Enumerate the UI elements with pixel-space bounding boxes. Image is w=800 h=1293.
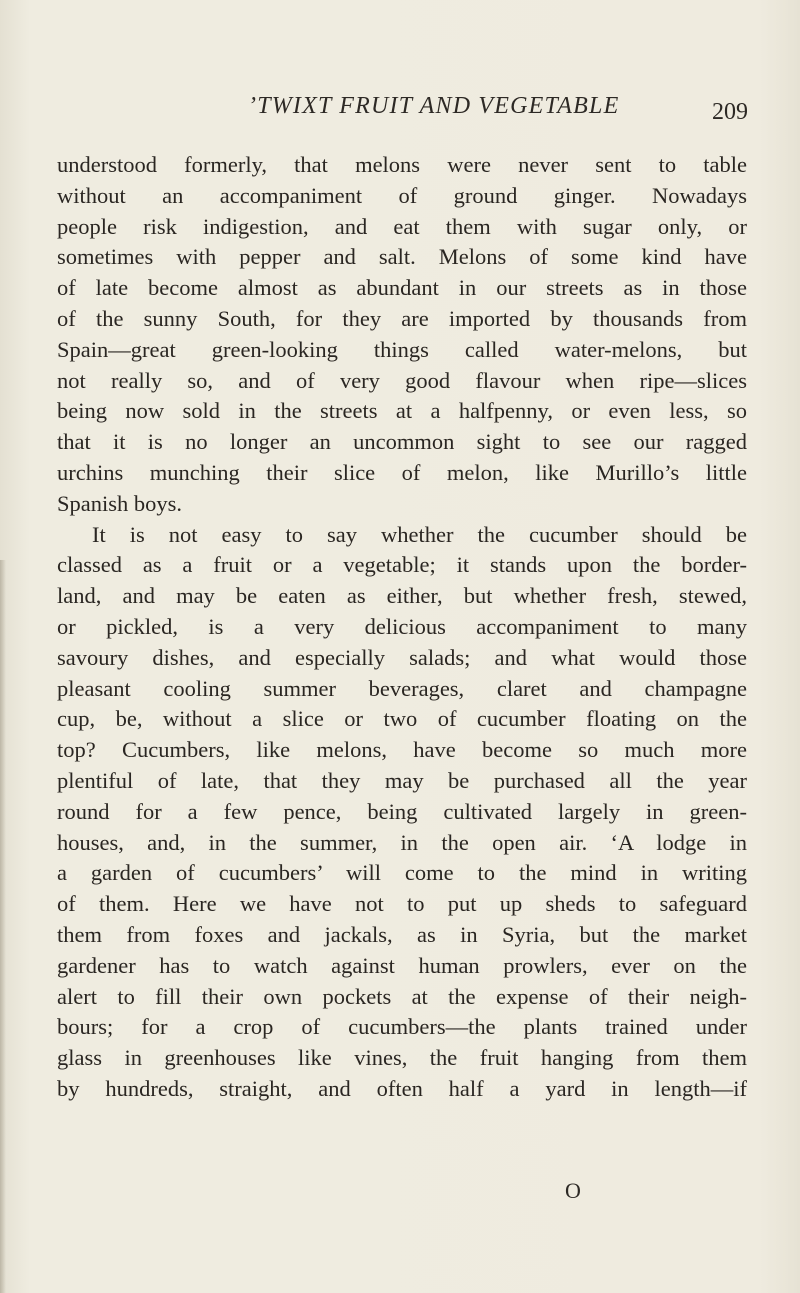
text-line: plentiful of late, that they may be purchased all the year [57,767,747,793]
text-line: understood formerly, that melons were never sent to table [57,152,747,177]
page-number: 209 [712,99,748,125]
text-line: not really so, and of very good flavour when ripe—slices [57,367,747,393]
text-line: of late become almost as abundant in our streets as in those [57,275,747,301]
text-line: of them. Here we have not to put up sheds to safeguard [57,891,747,917]
text-line: people risk indigestion, and eat them with sugar only, or [57,213,747,239]
text-line: gardener has to watch against human prowlers, ever on the [57,952,747,978]
text-line: classed as a fruit or a vegetable; it stands upon the border- [57,552,747,578]
text-line: glass in greenhouses like vines, the fruit hanging from them [57,1045,747,1071]
text-line: savoury dishes, and especially salads; and what would those [57,644,747,670]
running-head: ’TWIXT FRUIT AND VEGETABLE [248,93,620,119]
text-line: cup, be, without a slice or two of cucumber floating on the [57,706,747,732]
text-line: urchins munching their slice of melon, like Murillo’s little [57,459,747,485]
text-line: by hundreds, straight, and often half a yard in length—if [57,1075,747,1101]
text-line: Spain—great green-looking things called water-melons, but [57,336,747,362]
text-line: round for a few pence, being cultivated largely in green- [57,798,747,824]
text-line: being now sold in the streets at a halfpenny, or even less, so [57,398,747,424]
text-line: houses, and, in the summer, in the open air. ‘A lodge in [57,829,747,855]
text-line: top? Cucumbers, like melons, have become so much more [57,737,747,763]
text-line-paragraph-end: Spanish boys. [57,490,183,516]
text-line: that it is no longer an uncommon sight to see our ragged [57,429,747,455]
body-text [57,150,747,1105]
page-header [0,93,800,133]
signature-mark: O [565,1178,581,1203]
text-line: alert to fill their own pockets at the expense of their neigh- [57,983,747,1009]
text-line: bours; for a crop of cucumbers—the plants trained under [57,1014,747,1040]
text-line: pleasant cooling summer beverages, claret and champagne [57,675,747,701]
text-line: land, and may be eaten as either, but whether fresh, stewed, [57,583,747,609]
text-line-paragraph-start: It is not easy to say whether the cucumber should be [92,521,747,547]
text-line: of the sunny South, for they are imported by thousands from [57,305,747,331]
text-line: a garden of cucumbers’ will come to the mind in writing [57,860,747,886]
text-line: them from foxes and jackals, as in Syria, but the market [57,921,747,947]
text-line: sometimes with pepper and salt. Melons of some kind have [57,244,747,270]
page-edge-shadow [0,560,6,1293]
text-line: without an accompaniment of ground ginger. Nowadays [57,182,747,208]
text-line: or pickled, is a very delicious accompaniment to many [57,613,747,639]
